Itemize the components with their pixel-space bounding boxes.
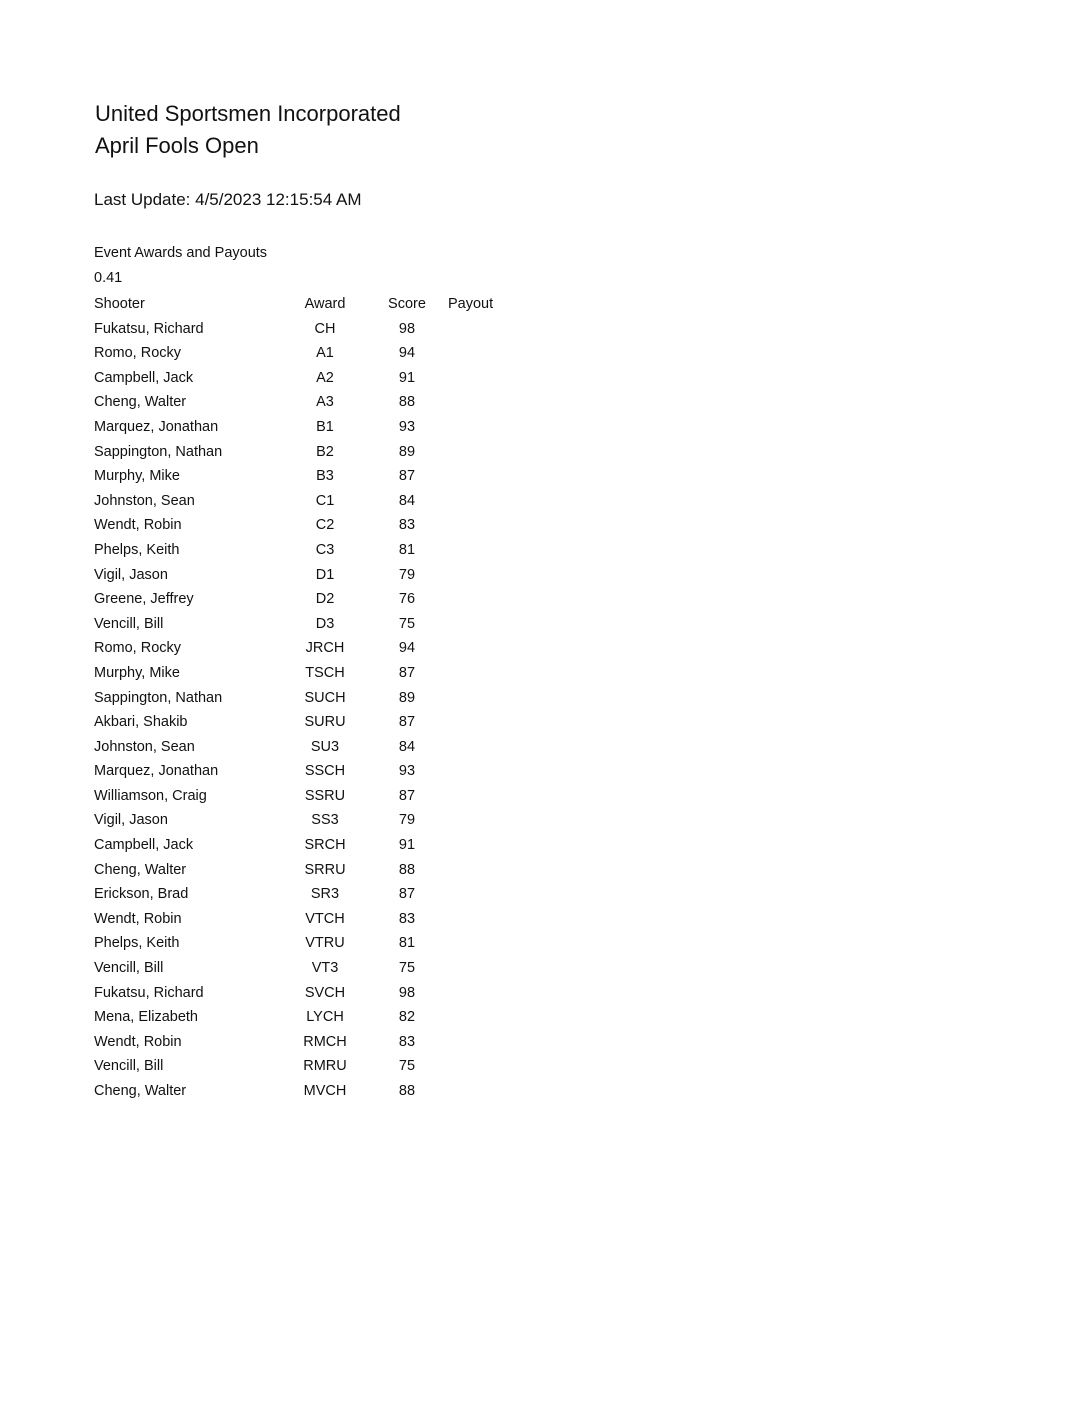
cell-shooter: Greene, Jeffrey <box>94 591 194 608</box>
table-row <box>94 612 528 637</box>
cell-score: 91 <box>398 369 416 386</box>
cell-award: D1 <box>315 566 335 583</box>
cell-score: 84 <box>398 492 416 509</box>
cell-score: 98 <box>398 984 416 1001</box>
cell-score: 79 <box>398 812 416 829</box>
cell-award: B3 <box>316 468 334 485</box>
cell-shooter: Wendt, Robin <box>94 517 182 534</box>
cell-score: 91 <box>398 837 416 854</box>
cell-award: SS3 <box>311 812 339 829</box>
cell-award: A1 <box>316 345 334 362</box>
table-row <box>94 759 528 784</box>
table-row <box>94 931 528 956</box>
table-row <box>94 538 528 563</box>
cell-payout <box>448 587 528 612</box>
cell-award: B2 <box>316 443 334 460</box>
table-row <box>94 415 528 440</box>
cell-shooter: Mena, Elizabeth <box>94 1009 198 1026</box>
cell-payout <box>448 1054 528 1079</box>
table-row <box>94 1054 528 1079</box>
cell-shooter: Murphy, Mike <box>94 468 180 485</box>
cell-award: RMCH <box>303 1033 347 1050</box>
table-row <box>94 1005 528 1030</box>
cell-shooter: Romo, Rocky <box>94 345 182 362</box>
table-row <box>94 710 528 735</box>
cell-award: C1 <box>315 492 335 509</box>
cell-payout <box>448 513 528 538</box>
cell-shooter: Wendt, Robin <box>94 910 182 927</box>
cell-payout <box>448 735 528 760</box>
cell-award: SU3 <box>310 738 340 755</box>
cell-shooter: Campbell, Jack <box>94 837 194 854</box>
section-value: 0.41 <box>94 270 123 286</box>
table-row <box>94 440 528 465</box>
cell-score: 87 <box>398 664 416 681</box>
table-row <box>94 686 528 711</box>
table-row <box>94 317 528 342</box>
cell-score: 88 <box>398 861 416 878</box>
cell-score: 87 <box>398 714 416 731</box>
last-update-label: Last Update: <box>94 190 196 209</box>
last-update <box>94 189 361 211</box>
cell-shooter: Cheng, Walter <box>94 1083 187 1099</box>
section-title: Event Awards and Payouts <box>94 245 268 261</box>
cell-payout <box>448 1079 528 1104</box>
cell-award: C2 <box>315 517 335 534</box>
cell-award: D2 <box>315 591 335 608</box>
cell-score: 87 <box>398 787 416 804</box>
table-row <box>94 341 528 366</box>
cell-score: 76 <box>398 591 416 608</box>
cell-score: 87 <box>398 886 416 903</box>
cell-shooter: Phelps, Keith <box>94 541 180 558</box>
cell-score: 88 <box>398 394 416 411</box>
cell-award: SR3 <box>310 886 340 903</box>
cell-shooter: Fukatsu, Richard <box>94 984 204 1001</box>
cell-award: SUCH <box>304 689 346 706</box>
cell-shooter: Wendt, Robin <box>94 1033 182 1050</box>
cell-score: 83 <box>398 517 416 534</box>
table-header <box>94 292 528 317</box>
table-row <box>94 464 528 489</box>
cell-award: C3 <box>315 541 335 558</box>
header-shooter: Shooter <box>94 296 145 312</box>
cell-score: 88 <box>398 1083 416 1099</box>
cell-score: 93 <box>398 418 416 435</box>
cell-payout <box>448 464 528 489</box>
cell-payout <box>448 415 528 440</box>
cell-shooter: Vigil, Jason <box>94 566 168 583</box>
cell-award: A3 <box>316 394 334 411</box>
table-row <box>94 833 528 858</box>
cell-award: CH <box>314 320 336 337</box>
cell-shooter: Johnston, Sean <box>94 492 195 509</box>
cell-shooter: Cheng, Walter <box>94 861 187 878</box>
cell-score: 75 <box>398 960 416 977</box>
cell-award: VT3 <box>311 960 339 977</box>
cell-score: 79 <box>398 566 416 583</box>
cell-payout <box>448 981 528 1006</box>
cell-payout <box>448 341 528 366</box>
results-table <box>94 292 528 1104</box>
cell-shooter: Marquez, Jonathan <box>94 763 219 780</box>
table-row <box>94 513 528 538</box>
cell-shooter: Campbell, Jack <box>94 369 194 386</box>
cell-award: SRRU <box>304 861 346 878</box>
cell-shooter: Marquez, Jonathan <box>94 418 219 435</box>
cell-score: 83 <box>398 1033 416 1050</box>
table-row <box>94 563 528 588</box>
table-row <box>94 784 528 809</box>
organization-title: United Sportsmen Incorporated <box>95 101 401 126</box>
cell-score: 98 <box>398 320 416 337</box>
table-row <box>94 981 528 1006</box>
cell-score: 75 <box>398 615 416 632</box>
event-title: April Fools Open <box>95 133 259 158</box>
table-body <box>94 317 528 1104</box>
cell-award: D3 <box>315 615 335 632</box>
last-update-value: 4/5/2023 12:15:54 AM <box>195 190 362 209</box>
cell-score: 89 <box>398 689 416 706</box>
cell-payout <box>448 956 528 981</box>
cell-shooter: Vigil, Jason <box>94 812 168 829</box>
header-payout: Payout <box>448 296 494 312</box>
cell-payout <box>448 907 528 932</box>
cell-score: 81 <box>398 935 416 952</box>
cell-score: 83 <box>398 910 416 927</box>
cell-award: LYCH <box>306 1009 344 1026</box>
header-score: Score <box>388 296 426 312</box>
cell-payout <box>448 931 528 956</box>
cell-award: MVCH <box>303 1083 347 1099</box>
table-row <box>94 390 528 415</box>
cell-award: SRCH <box>304 837 346 854</box>
cell-shooter: Akbari, Shakib <box>94 714 188 731</box>
cell-payout <box>448 882 528 907</box>
cell-shooter: Erickson, Brad <box>94 886 189 903</box>
cell-payout <box>448 366 528 391</box>
header-award: Award <box>304 296 346 312</box>
table-row <box>94 661 528 686</box>
cell-payout <box>448 317 528 342</box>
table-row <box>94 366 528 391</box>
cell-award: SSRU <box>304 787 346 804</box>
table-row <box>94 808 528 833</box>
table-row <box>94 1030 528 1055</box>
table-row <box>94 882 528 907</box>
cell-award: SVCH <box>304 984 346 1001</box>
table-row <box>94 956 528 981</box>
table-row <box>94 636 528 661</box>
table-row <box>94 489 528 514</box>
cell-payout <box>448 833 528 858</box>
cell-award: RMRU <box>303 1058 347 1075</box>
cell-award: SURU <box>304 714 346 731</box>
cell-award: JRCH <box>305 640 345 657</box>
table-row <box>94 587 528 612</box>
cell-shooter: Vencill, Bill <box>94 960 164 977</box>
cell-score: 93 <box>398 763 416 780</box>
cell-shooter: Phelps, Keith <box>94 935 180 952</box>
cell-payout <box>448 1030 528 1055</box>
cell-payout <box>448 1005 528 1030</box>
cell-shooter: Vencill, Bill <box>94 615 164 632</box>
table-row <box>94 858 528 883</box>
cell-payout <box>448 686 528 711</box>
cell-payout <box>448 808 528 833</box>
cell-score: 75 <box>398 1058 416 1075</box>
cell-score: 87 <box>398 468 416 485</box>
cell-payout <box>448 612 528 637</box>
cell-score: 94 <box>398 345 416 362</box>
cell-shooter: Sappington, Nathan <box>94 689 223 706</box>
cell-shooter: Romo, Rocky <box>94 640 182 657</box>
cell-payout <box>448 636 528 661</box>
cell-score: 81 <box>398 541 416 558</box>
cell-payout <box>448 784 528 809</box>
cell-shooter: Williamson, Craig <box>94 787 207 804</box>
cell-payout <box>448 538 528 563</box>
cell-award: B1 <box>316 418 334 435</box>
header-row <box>94 292 528 317</box>
cell-payout <box>448 661 528 686</box>
cell-shooter: Cheng, Walter <box>94 394 187 411</box>
table-row <box>94 735 528 760</box>
cell-payout <box>448 858 528 883</box>
cell-award: VTCH <box>305 910 345 927</box>
cell-shooter: Murphy, Mike <box>94 664 180 681</box>
cell-payout <box>448 710 528 735</box>
cell-score: 94 <box>398 640 416 657</box>
table-row <box>94 907 528 932</box>
cell-award: A2 <box>316 369 334 386</box>
cell-score: 82 <box>398 1009 416 1026</box>
cell-payout <box>448 759 528 784</box>
cell-award: TSCH <box>305 664 345 681</box>
table-row <box>94 1079 528 1104</box>
cell-shooter: Johnston, Sean <box>94 738 195 755</box>
cell-shooter: Fukatsu, Richard <box>94 320 204 337</box>
cell-award: VTRU <box>305 935 345 952</box>
cell-payout <box>448 489 528 514</box>
cell-shooter: Vencill, Bill <box>94 1058 164 1075</box>
cell-payout <box>448 440 528 465</box>
cell-score: 84 <box>398 738 416 755</box>
cell-payout <box>448 390 528 415</box>
cell-payout <box>448 563 528 588</box>
cell-shooter: Sappington, Nathan <box>94 443 223 460</box>
cell-award: SSCH <box>304 763 346 780</box>
cell-score: 89 <box>398 443 416 460</box>
